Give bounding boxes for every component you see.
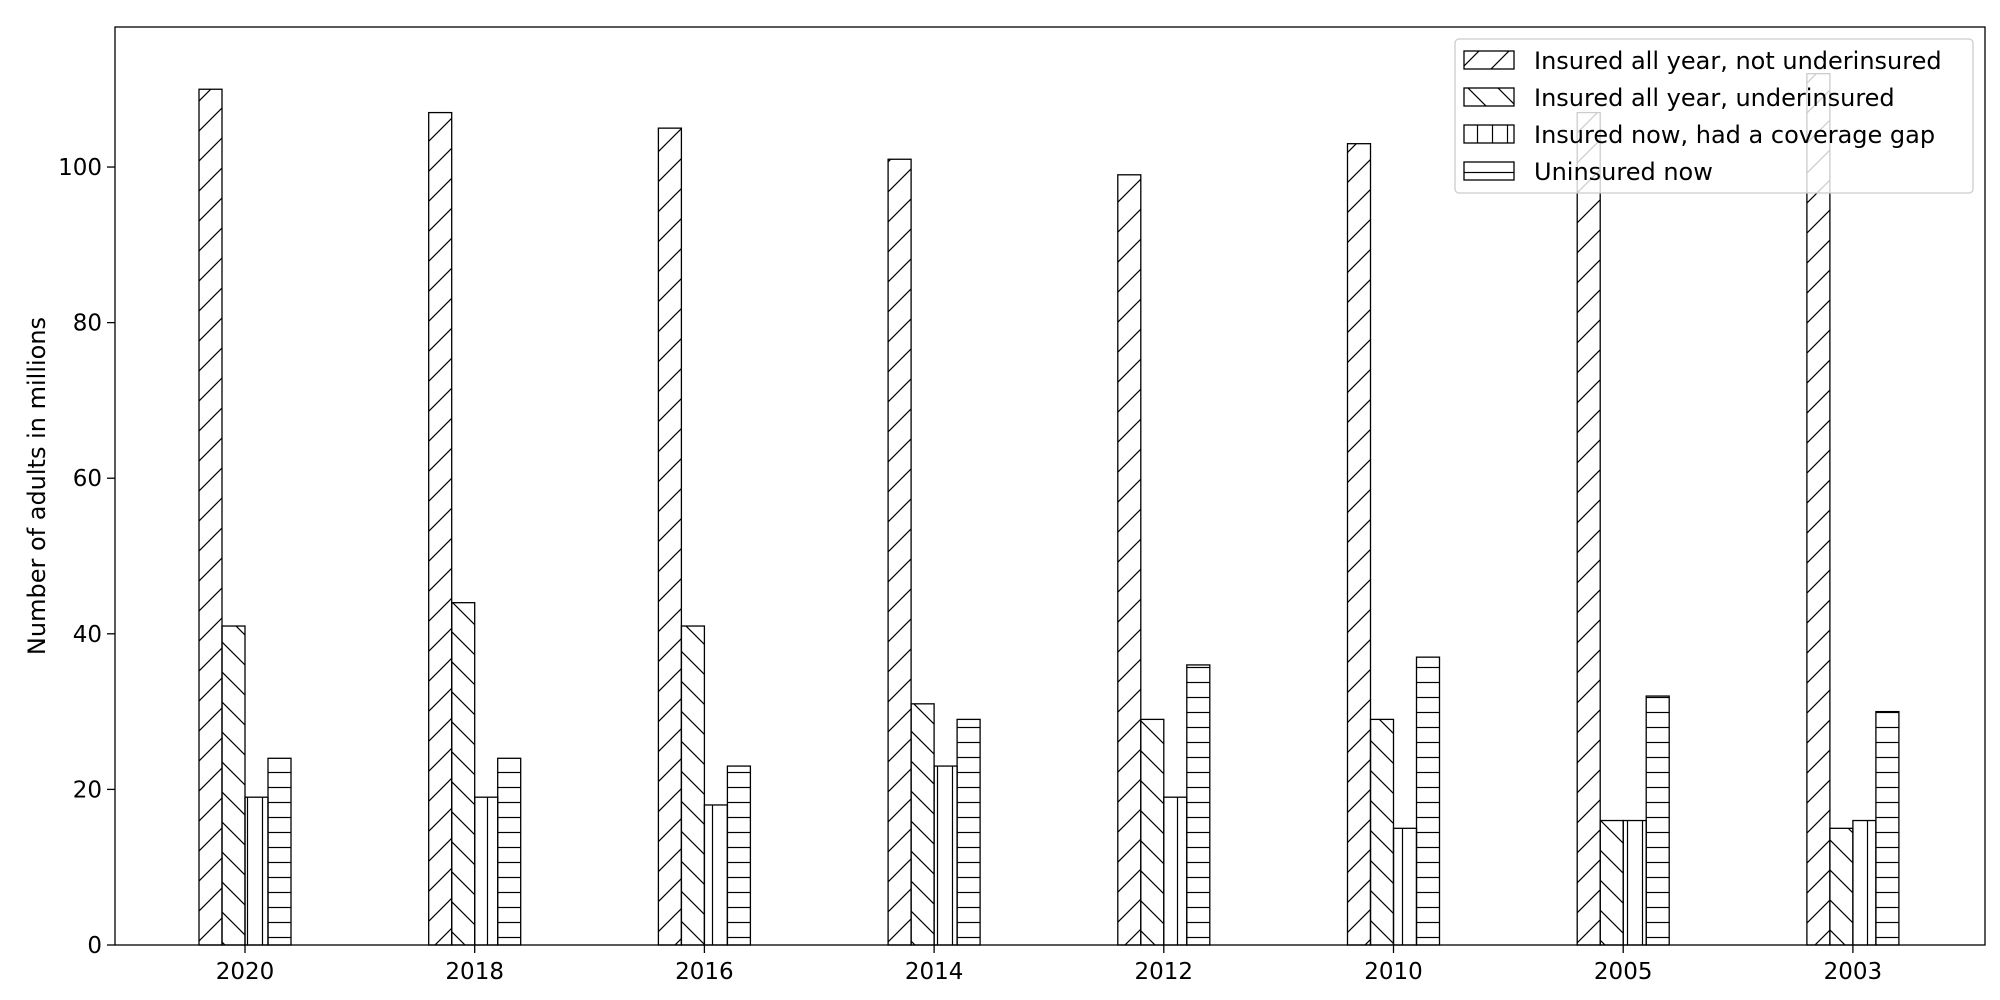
x-tick-label: 2005: [1593, 959, 1653, 985]
legend-label-uninsured-now: Uninsured now: [1534, 158, 1713, 186]
bar-uninsured-now-2010: [1417, 657, 1440, 945]
bar-uninsured-now-2014: [957, 719, 980, 945]
bar-insured-now-had-a-coverage-gap-2014: [934, 766, 957, 945]
bar-insured-now-had-a-coverage-gap-2010: [1394, 828, 1417, 945]
bar-insured-now-had-a-coverage-gap-2005: [1623, 821, 1646, 945]
y-tick-label: 40: [72, 621, 102, 648]
bar-insured-now-had-a-coverage-gap-2016: [704, 805, 727, 945]
bar-insured-now-had-a-coverage-gap-2003: [1853, 821, 1876, 945]
legend-swatch-insured-now-had-a-coverage-gap: [1464, 125, 1514, 143]
y-axis: [58, 155, 115, 959]
y-tick-label: 60: [72, 466, 102, 493]
legend-label-insured-all-year-underinsured: Insured all year, underinsured: [1534, 84, 1895, 112]
legend-swatch-insured-all-year-not-underinsured: [1464, 51, 1514, 69]
bar-insured-all-year-not-underinsured-2016: [658, 128, 681, 945]
x-tick-label: 2018: [445, 959, 504, 985]
y-tick-label: 80: [72, 310, 102, 337]
bar-uninsured-now-2016: [727, 766, 750, 945]
bar-insured-all-year-underinsured-2018: [452, 603, 475, 945]
bar-uninsured-now-2020: [268, 758, 291, 945]
bar-insured-all-year-not-underinsured-2003: [1807, 74, 1830, 945]
bar-uninsured-now-2018: [498, 758, 521, 945]
bar-uninsured-now-2005: [1646, 696, 1669, 945]
legend-label-insured-now-had-a-coverage-gap: Insured now, had a coverage gap: [1534, 121, 1936, 149]
legend-swatch-uninsured-now: [1464, 162, 1514, 180]
x-tick-label: 2016: [675, 959, 734, 985]
x-tick-label: 2003: [1823, 959, 1883, 985]
bar-insured-all-year-not-underinsured-2018: [429, 113, 452, 945]
bar-insured-all-year-underinsured-2016: [681, 626, 704, 945]
y-tick-label: 20: [72, 777, 102, 804]
x-tick-label: 2020: [215, 959, 275, 985]
bar-insured-all-year-not-underinsured-2012: [1118, 175, 1141, 945]
bar-insured-all-year-underinsured-2003: [1830, 828, 1853, 945]
bar-uninsured-now-2012: [1187, 665, 1210, 945]
bar-insured-now-had-a-coverage-gap-2020: [245, 797, 268, 945]
bar-insured-now-had-a-coverage-gap-2018: [475, 797, 498, 945]
legend-label-insured-all-year-not-underinsured: Insured all year, not underinsured: [1534, 47, 1942, 75]
bar-insured-all-year-not-underinsured-2005: [1577, 113, 1600, 945]
legend-swatch-insured-all-year-underinsured: [1464, 88, 1514, 106]
bar-insured-now-had-a-coverage-gap-2012: [1164, 797, 1187, 945]
y-axis-title: Number of adults in millions: [23, 316, 51, 656]
bar-insured-all-year-not-underinsured-2020: [199, 89, 222, 945]
bar-uninsured-now-2003: [1876, 712, 1899, 945]
bar-insured-all-year-underinsured-2005: [1600, 821, 1623, 945]
x-tick-label: 2012: [1134, 959, 1194, 985]
y-tick-label: 100: [58, 155, 102, 182]
legend: [1455, 39, 1973, 193]
bar-insured-all-year-underinsured-2010: [1371, 719, 1394, 945]
bar-insured-all-year-not-underinsured-2010: [1348, 144, 1371, 945]
x-tick-label: 2010: [1364, 959, 1423, 985]
x-tick-label: 2014: [904, 959, 964, 985]
bar-insured-all-year-underinsured-2012: [1141, 719, 1164, 945]
bar-insured-all-year-underinsured-2020: [222, 626, 245, 945]
y-tick-label: 0: [87, 933, 102, 959]
x-axis: [216, 945, 1882, 985]
bar-insured-all-year-underinsured-2014: [911, 704, 934, 945]
bar-insured-all-year-not-underinsured-2014: [888, 159, 911, 945]
